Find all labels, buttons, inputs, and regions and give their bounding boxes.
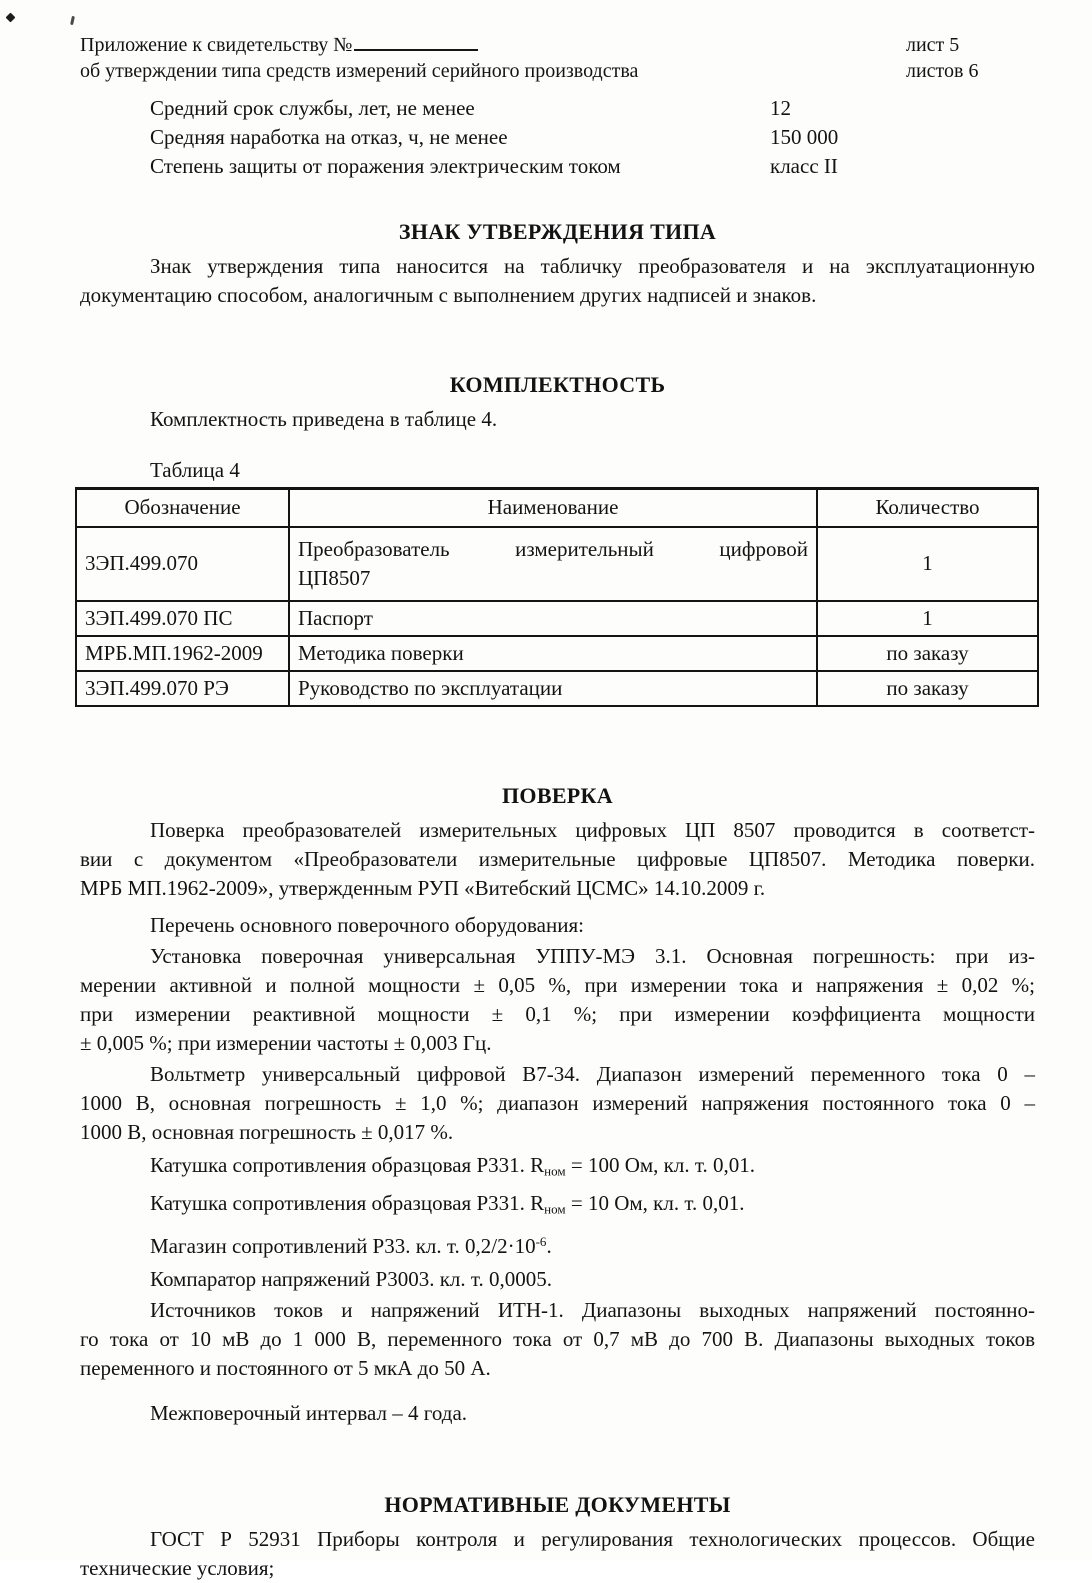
table-row — [76, 527, 1038, 601]
completeness-intro: Комплектность приведена в таблице 4. — [150, 407, 498, 431]
calibration-interval-line: Межповерочный интервал – 4 года. — [150, 1401, 468, 1426]
coil-10-line — [80, 1189, 1035, 1223]
itn-paragraph — [80, 1296, 1035, 1383]
table-caption: Таблица 4 — [150, 458, 240, 482]
header-left-block — [80, 32, 638, 84]
document-header — [80, 32, 1035, 84]
text-line: Знак утверждения типа наносится на табличку преобразователя и на эксплуатационную — [150, 254, 1035, 278]
text-line: вии с документом «Преобразователи измерительные цифровые ЦП8507. Методика поверки. — [80, 846, 1035, 871]
spec-label: Средний срок службы, лет, не менее — [150, 96, 475, 120]
header-appendix-line — [80, 32, 638, 58]
text-line: Вольтметр универсальный цифровой В7-34. Диапазон измерений переменного тока 0 – — [150, 1061, 1035, 1086]
text-line: Источников токов и напряжений ИТН-1. Диапазоны выходных напряжений постоянно- — [150, 1298, 1035, 1323]
text-line: МРБ МП.1962-2009», утвержденным РУП «Витебский ЦСМС» 14.10.2009 г. — [80, 875, 766, 900]
quantity-cell: по заказу — [817, 671, 1038, 706]
section-type-approval-mark — [80, 217, 1035, 310]
text-line: Паспорт — [298, 605, 373, 630]
text-line: ЦП8507 — [298, 565, 371, 590]
spec-row — [80, 94, 1035, 123]
quantity-cell: 1 — [817, 527, 1038, 601]
text-line: 1000 В, основная погрешность ± 0,017 %. — [80, 1119, 454, 1144]
designation-cell: 3ЭП.499.070 РЭ — [76, 671, 289, 706]
coil-10-text: Катушка сопротивления образцовая Р331. R — [150, 1190, 545, 1215]
table-row — [76, 671, 1038, 706]
spec-label: Степень защиты от поражения электрическим током — [150, 154, 621, 178]
table-row — [76, 601, 1038, 636]
r-nom-subscript: ном — [544, 1201, 566, 1216]
text-line: при измерении реактивной мощности ± 0,1 %; при измерении коэффициента мощности — [80, 1001, 1035, 1026]
spec-label: Средняя наработка на отказ, ч, не менее — [150, 125, 508, 149]
appendix-label: Приложение к свидетельству № — [80, 34, 353, 56]
text-line: го тока от 10 мВ до 1 000 В, переменного тока от 0,7 мВ до 700 В. Диапазоны выходных токов — [80, 1327, 1035, 1352]
section-verification — [80, 781, 1035, 1429]
resistance-box-line — [80, 1227, 1035, 1261]
name-cell — [289, 636, 817, 671]
completeness-table — [75, 487, 1039, 707]
text-line: переменного и постоянного от 5 мкА до 50 А. — [80, 1356, 491, 1381]
coil-100-text: Катушка сопротивления образцовая Р331. R — [150, 1152, 545, 1177]
resistance-box-text: Магазин сопротивлений Р33. кл. т. 0,2/2·10 — [150, 1234, 536, 1259]
coil-100-value: = 100 Ом, кл. т. 0,01. — [565, 1152, 755, 1177]
spec-list — [80, 94, 1035, 181]
table-header-row — [76, 489, 1038, 527]
spec-value: класс II — [770, 154, 838, 178]
column-header-name: Наименование — [289, 489, 817, 527]
name-cell — [289, 671, 817, 706]
r-nom-subscript: ном — [544, 1162, 566, 1178]
spec-value: 12 — [770, 96, 791, 120]
scan-artifact-speck — [70, 16, 75, 25]
spec-row — [80, 152, 1035, 181]
spec-row — [80, 123, 1035, 152]
coil-10-value: = 10 Ом, кл. т. 0,01. — [565, 1190, 745, 1215]
spec-value: 150 000 — [770, 125, 839, 149]
text-line: ± 0,005 %; при измерении частоты ± 0,003 Гц. — [80, 1030, 492, 1055]
coil-100-line — [80, 1151, 1035, 1185]
column-header-designation: Обозначение — [76, 489, 289, 527]
voltmeter-paragraph — [80, 1060, 1035, 1147]
uppu-paragraph — [80, 942, 1035, 1058]
section-title-verification: ПОВЕРКА — [502, 782, 613, 808]
quantity-cell: 1 — [817, 601, 1038, 636]
section-title-type-approval: ЗНАК УТВЕРЖДЕНИЯ ТИПА — [398, 219, 717, 244]
text-line: Поверка преобразователей измерительных цифровых ЦП 8507 проводится в соответст- — [150, 817, 1035, 842]
text-line: технические условия; — [80, 1556, 275, 1581]
sheet-number: лист 5 — [906, 34, 960, 56]
designation-cell: 3ЭП.499.070 ПС — [76, 601, 289, 636]
text-line: Методика поверки — [298, 640, 464, 665]
text-line: ГОСТ Р 52931 Приборы контроля и регулирования технологических процессов. Общие — [150, 1527, 1035, 1552]
text-line: Установка поверочная универсальная УППУ-МЭ 3.1. Основная погрешность: при из- — [150, 943, 1035, 968]
name-cell — [289, 601, 817, 636]
gost-paragraph — [80, 1525, 1035, 1583]
header-approval-line: об утверждении типа средств измерений серийного производства — [80, 60, 639, 82]
text-line: 1000 В, основная погрешность ± 1,0 %; диапазон измерений напряжения постоянного тока 0 – — [80, 1090, 1035, 1115]
text-line: мерении активной и полной мощности ± 0,05 %, при измерении тока и напряжения ± 0,02 %; — [80, 972, 1035, 997]
quantity-cell: по заказу — [817, 636, 1038, 671]
sheets-total: листов 6 — [906, 60, 979, 82]
equipment-list-heading: Перечень основного поверочного оборудования: — [150, 912, 584, 937]
comparator-line: Компаратор напряжений Р3003. кл. т. 0,0005. — [150, 1267, 552, 1292]
designation-cell: 3ЭП.499.070 — [76, 527, 289, 601]
section-title-completeness: КОМПЛЕКТНОСТЬ — [449, 372, 666, 397]
section-title-normative: НОРМАТИВНЫЕ ДОКУМЕНТЫ — [384, 1492, 731, 1518]
text-line: Руководство по эксплуатации — [298, 675, 563, 700]
header-right-block — [906, 32, 1035, 84]
certificate-number-blank — [354, 33, 478, 51]
verification-intro-paragraph — [80, 816, 1035, 903]
name-cell — [289, 527, 817, 601]
exponent-superscript: -6 — [535, 1234, 547, 1249]
scan-artifact-dot — [6, 13, 16, 23]
column-header-quantity: Количество — [817, 489, 1038, 527]
table-row — [76, 636, 1038, 671]
text-line: документацию способом, аналогичным с выполнением других надписей и знаков. — [80, 283, 817, 307]
type-approval-paragraph — [80, 252, 1035, 310]
section-normative-documents — [80, 1490, 1035, 1583]
designation-cell: МРБ.МП.1962-2009 — [76, 636, 289, 671]
resistance-box-period: . — [546, 1234, 552, 1259]
section-completeness — [80, 370, 1035, 707]
text-line: Преобразователь измерительный цифровой — [298, 536, 808, 561]
